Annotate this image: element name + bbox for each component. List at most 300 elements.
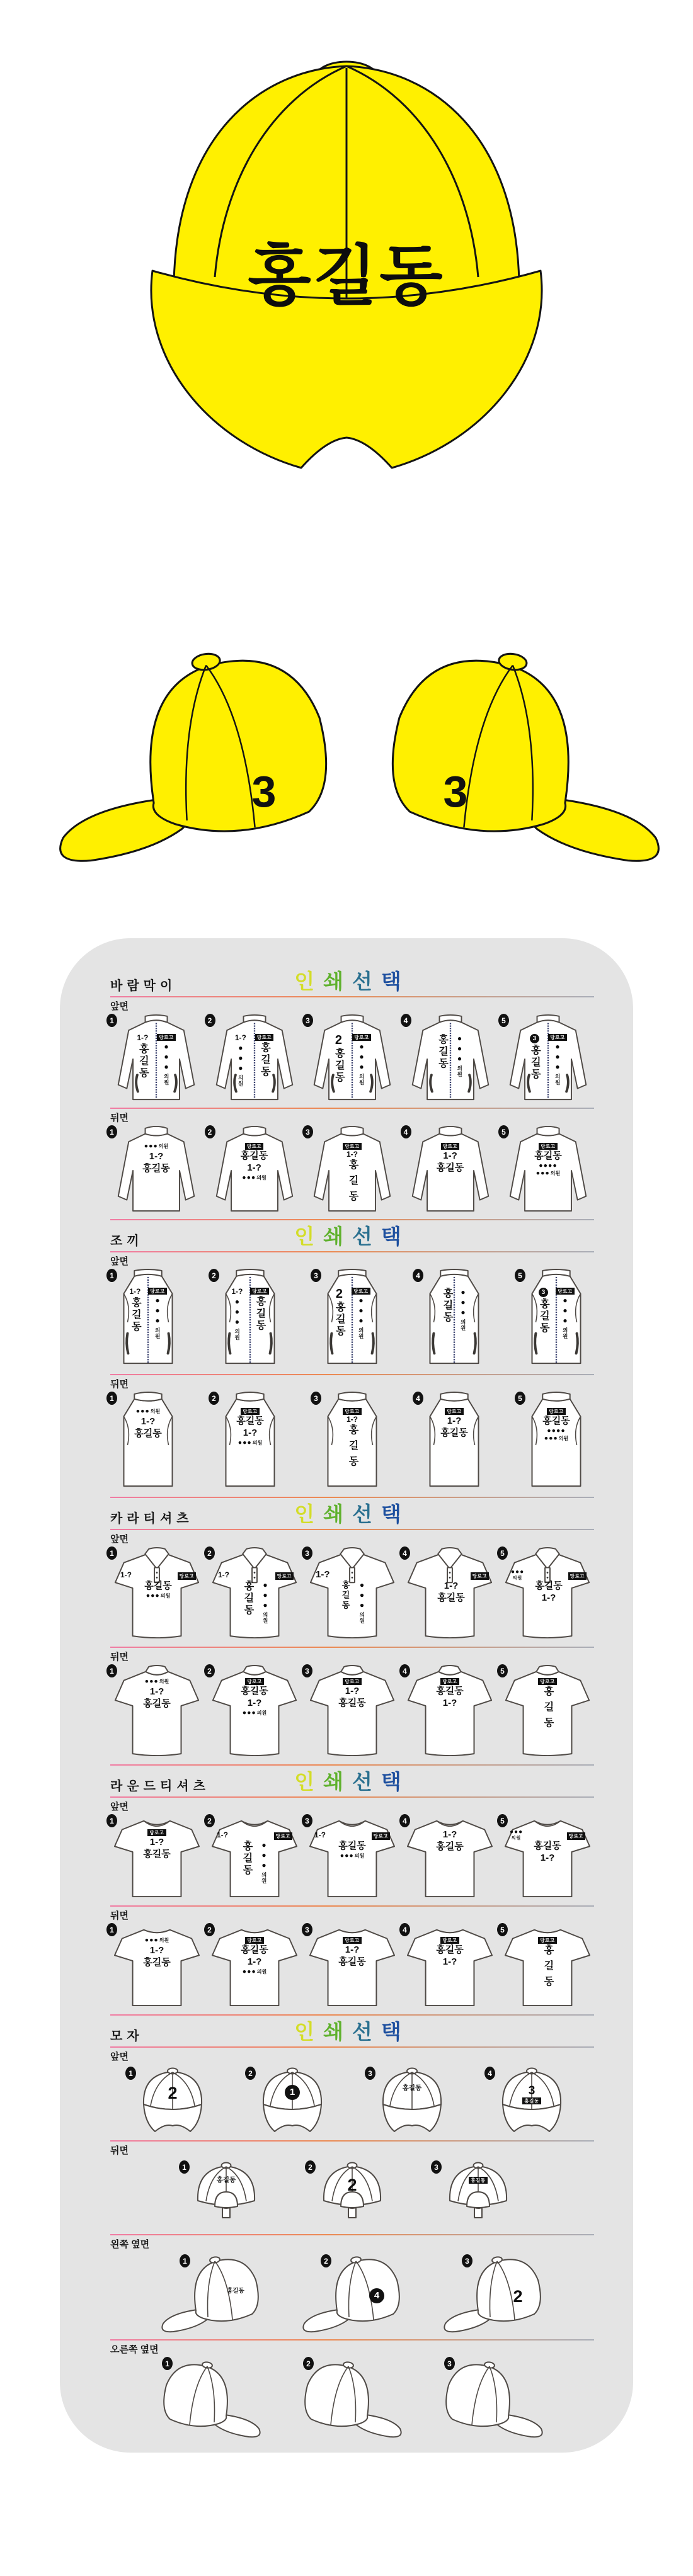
option-number-badge: 5 (498, 1014, 509, 1027)
print-vlg: 홍길동 (442, 1288, 452, 1324)
print-options-panel (60, 938, 633, 2453)
divider (110, 1905, 594, 1907)
print-area-right (148, 1288, 166, 1339)
hero-cap-front-preview (112, 55, 581, 499)
divider (110, 2046, 594, 2048)
print-md: 1-? (346, 1414, 358, 1424)
print-select-char: 인 (294, 1502, 324, 1526)
print-area-left (235, 1034, 246, 1087)
option-number-badge: 1 (106, 1664, 117, 1677)
round-tshirt-back-option[interactable] (110, 1923, 203, 2009)
print-vsm: 의원 (358, 1612, 365, 1624)
print-select-heading (110, 965, 594, 995)
option-number-badge: 1 (106, 1125, 117, 1138)
print-area-center (437, 1580, 464, 1604)
option-number-badge: 2 (204, 1814, 215, 1827)
print-vsm: 의원 (154, 1327, 161, 1339)
print-lg: 1-? (247, 1956, 262, 1967)
round-tshirt-back-option[interactable] (208, 1923, 301, 2009)
row-label-back: 뒤면 (110, 1379, 129, 1390)
print-badge: 당로고 (275, 1572, 294, 1580)
round-tshirt-front-option[interactable] (110, 1814, 203, 1900)
print-select-char: 인 (294, 1770, 324, 1793)
print-lg: 1-? (149, 1686, 164, 1697)
print-vxl: 홍길동 (542, 1685, 553, 1733)
windbreaker-back-option[interactable] (404, 1125, 496, 1213)
polo-shirt-front-option[interactable] (306, 1546, 399, 1641)
row-label-front: 앞면 (110, 1801, 129, 1812)
option-number-badge: 2 (204, 1923, 215, 1936)
print-circ: 3 (539, 1288, 548, 1297)
round-tshirt-back-option[interactable] (306, 1923, 399, 2009)
print-lg: 홍길동 (241, 1685, 268, 1696)
option-number-badge: 5 (497, 1664, 508, 1677)
row-label-front: 앞면 (110, 1534, 129, 1545)
print-vdots: ●●● (260, 1841, 268, 1871)
print-badge: 당로고 (147, 1829, 166, 1836)
print-lg: 홍길동 (134, 1427, 162, 1439)
print-badge: 당로고 (372, 1832, 390, 1840)
print-vlg: 홍길동 (255, 1295, 265, 1332)
print-dots: ●●●의원 (144, 1936, 169, 1944)
cap-front-option[interactable] (488, 2064, 569, 2135)
print-vsm: 의원 (234, 1329, 241, 1341)
option-number-badge: 4 (413, 1269, 423, 1282)
print-area-center (437, 1143, 464, 1174)
print-capnum: 2 (513, 2287, 523, 2306)
cap-right-side-option[interactable] (299, 2357, 405, 2439)
print-lg: 1-? (540, 1853, 555, 1863)
vest-back-drawing (110, 1392, 186, 1491)
print-select-heading (110, 2016, 594, 2045)
print-vsm: 의원 (262, 1612, 269, 1624)
polo-shirt-front-option[interactable] (501, 1546, 594, 1641)
print-select-char: 인 (294, 2020, 324, 2043)
windbreaker-front-option[interactable] (209, 1014, 301, 1102)
round-tshirt-front-option[interactable] (403, 1814, 496, 1900)
polo-shirt-front-option[interactable] (110, 1546, 203, 1641)
print-area-left (538, 1288, 548, 1339)
option-number-badge: 4 (399, 1664, 410, 1677)
option-row (110, 1814, 594, 1900)
windbreaker-back-option[interactable] (306, 1125, 398, 1213)
print-select-char: 선 (352, 1770, 381, 1793)
vest-front-option[interactable] (212, 1269, 288, 1368)
print-area-left (334, 1288, 344, 1339)
option-number-badge: 1 (106, 1014, 117, 1027)
print-lg: 홍길동 (338, 1841, 366, 1851)
print-area-right (260, 1841, 268, 1884)
print-badge: 당로고 (352, 1034, 370, 1041)
print-lg: 홍길동 (338, 1956, 366, 1967)
print-md: 1-? (217, 1830, 228, 1839)
print-lg: 1-? (140, 1416, 156, 1427)
row-label-left-side: 왼쪽 옆면 (110, 2239, 150, 2250)
print-lg: 1-? (442, 1829, 457, 1840)
print-vlg: 홍길동 (243, 1580, 253, 1616)
print-area-center (403, 2085, 421, 2092)
option-number-badge: 3 (302, 1923, 312, 1936)
print-lg: 홍길동 (338, 1697, 366, 1708)
print-md: 1-? (314, 1830, 326, 1839)
option-number-badge: 3 (311, 1392, 321, 1405)
print-dots: ●●●● (539, 1161, 558, 1169)
print-area-center (143, 1829, 170, 1860)
print-vlg: 홍길동 (259, 1041, 270, 1078)
print-capname-sm: 홍길동 (227, 2288, 244, 2295)
print-area-center (338, 1841, 365, 1860)
option-number-badge: 4 (399, 1546, 410, 1560)
print-area-left (137, 1034, 148, 1086)
print-area-center (347, 2177, 357, 2194)
print-dots: ●●●의원 (536, 1169, 561, 1177)
print-badge: 당로고 (343, 1143, 361, 1150)
print-md: 1-? (137, 1033, 149, 1042)
cap-left-side-option[interactable] (440, 2252, 546, 2334)
option-number-badge: 4 (399, 1814, 410, 1827)
print-vdots: ●●● (357, 1295, 365, 1326)
windbreaker-back-option[interactable] (502, 1125, 594, 1213)
section-vest (110, 1219, 594, 1491)
print-area-side (227, 2288, 244, 2295)
divider (110, 1796, 594, 1798)
print-circL: 1 (285, 2085, 300, 2100)
print-vlg: 홍길동 (334, 1302, 345, 1337)
print-badge: 당로고 (241, 1408, 259, 1415)
print-badge: 당로고 (343, 1408, 361, 1415)
option-number-badge: 5 (497, 1923, 508, 1936)
print-area-center (522, 2085, 541, 2104)
print-badge: 당로고 (440, 1937, 459, 1944)
print-area-left (341, 1580, 350, 1624)
print-dots2: ●●● 의원 (511, 1569, 525, 1580)
print-circ: 3 (530, 1034, 539, 1043)
print-vsm: 의원 (358, 1327, 365, 1339)
print-lgnum: 2 (335, 1287, 343, 1301)
vest-back-option[interactable] (314, 1392, 390, 1491)
print-vdots: ●●● (261, 1580, 270, 1611)
print-area-center (538, 1678, 556, 1733)
print-area-center (143, 1937, 170, 1968)
print-dots: ●●●● (547, 1426, 566, 1434)
print-vsm: 의원 (460, 1319, 467, 1331)
print-area-left (243, 1580, 253, 1624)
option-number-badge: 2 (205, 1125, 215, 1138)
print-area-center (436, 1937, 463, 1968)
print-badge: 당로고 (343, 1937, 361, 1944)
print-area-left (442, 1288, 452, 1331)
option-row (110, 2158, 594, 2228)
print-select-char: 선 (352, 970, 381, 993)
option-row (110, 2357, 594, 2439)
print-area-side (513, 2288, 522, 2305)
windbreaker-front-option[interactable] (502, 1014, 594, 1102)
print-md: 1-? (120, 1570, 132, 1579)
print-lg: 홍길동 (542, 1415, 570, 1426)
row-label-back: 뒤면 (110, 1113, 129, 1123)
print-badge: 당로고 (255, 1034, 273, 1041)
option-row (110, 1923, 594, 2009)
cap-front-option[interactable] (368, 2064, 449, 2135)
option-row (110, 1269, 594, 1368)
option-number-badge: 2 (245, 2067, 256, 2080)
print-badge: 당로고 (567, 1832, 585, 1840)
print-select-char: 택 (381, 970, 410, 993)
print-vsm: 의원 (456, 1065, 463, 1077)
print-badge: 당로고 (471, 1572, 489, 1580)
polo-shirt-back-option[interactable] (501, 1664, 594, 1759)
option-number-badge: 3 (302, 1546, 312, 1560)
print-badge: 당로고 (445, 1408, 463, 1415)
print-badge: 당로고 (352, 1288, 370, 1295)
option-number-badge: 3 (444, 2357, 455, 2370)
option-number-badge: 1 (106, 1814, 117, 1827)
print-badge: 당로고 (538, 1937, 556, 1944)
section-polo-shirt (110, 1497, 594, 1759)
print-lg: 홍길동 (143, 1698, 171, 1709)
option-row (110, 1125, 594, 1213)
option-number-badge: 4 (413, 1392, 423, 1405)
print-area-center (236, 1408, 263, 1446)
cap-front-option[interactable] (129, 2064, 210, 2135)
windbreaker-front-option[interactable] (404, 1014, 496, 1102)
print-select-char: 선 (352, 1225, 381, 1248)
print-vmd: 홍길동 (340, 1580, 350, 1611)
polo-shirt-back-option[interactable] (403, 1664, 496, 1759)
option-number-badge: 2 (303, 2357, 314, 2370)
print-badge: 홍길동 (522, 2097, 541, 2104)
round-tshirt-front-option[interactable] (501, 1814, 594, 1900)
print-area-center (538, 1937, 556, 1992)
print-vxl: 홍길동 (542, 1944, 553, 1992)
print-vlg: 홍길동 (529, 1045, 541, 1081)
print-area-right (157, 1034, 175, 1086)
print-md: 1-? (218, 1570, 229, 1579)
option-number-badge: 2 (205, 1014, 215, 1027)
option-number-badge: 5 (497, 1814, 508, 1827)
section-title: 모자 (110, 2029, 144, 2043)
print-lg: 1-? (243, 1427, 258, 1438)
windbreaker-front-option[interactable] (306, 1014, 398, 1102)
print-vsm: 의원 (554, 1073, 561, 1086)
print-select-char: 선 (352, 1502, 381, 1526)
print-vdots: ●●● (232, 1297, 242, 1328)
round-tshirt-front-option[interactable] (306, 1814, 399, 1900)
cap-back-option[interactable] (182, 2158, 263, 2228)
row-label-right-side: 오른쪽 옆면 (110, 2344, 159, 2355)
print-badge: 당로고 (250, 1288, 268, 1295)
print-area-left (437, 1034, 447, 1077)
print-select-heading (110, 1766, 594, 1795)
print-lg: 1-? (345, 1685, 360, 1696)
print-select-char: 택 (381, 1502, 410, 1526)
divider (110, 1108, 594, 1109)
cap-back-drawing (189, 2158, 263, 2228)
print-md: 1-? (129, 1287, 141, 1296)
print-vlg: 홍길동 (538, 1298, 549, 1334)
print-lg: 1-? (149, 1836, 164, 1847)
print-area-right (548, 1034, 566, 1086)
option-number-badge: 5 (498, 1125, 509, 1138)
polo-shirt-back-option[interactable] (208, 1664, 301, 1759)
option-number-badge: 4 (401, 1014, 411, 1027)
print-area-center (144, 1580, 171, 1600)
option-number-badge: 3 (302, 1814, 312, 1827)
print-lg: 홍길동 (534, 1150, 562, 1161)
print-dots: ●●●의원 (242, 1708, 267, 1716)
vest-front-option[interactable] (314, 1269, 390, 1368)
cap-back-drawing (441, 2158, 515, 2228)
print-area-center (542, 1408, 570, 1443)
print-lg: 1-? (316, 1569, 330, 1580)
vest-back-option[interactable] (518, 1392, 594, 1491)
print-lg: 1-? (345, 1944, 360, 1955)
windbreaker-front-option[interactable] (110, 1014, 202, 1102)
print-vsm: 의원 (163, 1073, 170, 1086)
print-circL: 4 (369, 2288, 384, 2303)
print-area-center (217, 2177, 236, 2184)
print-badge: 당로고 (556, 1288, 574, 1295)
print-vsm: 의원 (261, 1872, 268, 1884)
print-lg: 1-? (149, 1944, 164, 1956)
print-vdots: ●●● (561, 1295, 570, 1326)
vest-back-option[interactable] (416, 1392, 492, 1491)
print-area-center (440, 1408, 467, 1439)
cap-right-side-option[interactable] (158, 2357, 264, 2439)
option-number-badge: 5 (515, 1392, 525, 1405)
print-vsm: 의원 (562, 1327, 569, 1339)
print-area-side (369, 2288, 384, 2303)
print-capnum: 2 (168, 2084, 178, 2102)
print-lg: 1-? (442, 1956, 457, 1967)
divider (110, 1251, 594, 1252)
yellow-cap-front-drawing (112, 55, 581, 499)
side-cap-right-preview (377, 639, 670, 866)
divider (110, 2234, 594, 2235)
print-vdots: ●●● (459, 1288, 467, 1318)
cap-back-option[interactable] (308, 2158, 389, 2228)
side-cap-left-preview (49, 639, 342, 866)
print-lg: 홍길동 (436, 1944, 464, 1955)
print-area-left (529, 1034, 539, 1086)
row-label-back: 뒤면 (110, 2145, 129, 2156)
print-area-center (134, 1408, 161, 1439)
side-cap-right-number: 3 (443, 767, 468, 816)
option-number-badge: 3 (302, 1125, 313, 1138)
print-select-char: 인 (294, 1225, 324, 1248)
option-number-badge: 2 (204, 1664, 215, 1677)
print-lg: 홍길동 (241, 1944, 268, 1955)
side-cap-left-number: 3 (251, 767, 277, 816)
option-number-badge: 4 (484, 2067, 495, 2080)
print-select-char: 택 (381, 1770, 410, 1793)
vest-back-option[interactable] (110, 1392, 186, 1491)
print-area-right (261, 1580, 269, 1624)
polo-shirt-back-option[interactable] (110, 1664, 203, 1759)
cap-right-side-option[interactable] (440, 2357, 546, 2439)
round-tshirt-front-option[interactable] (208, 1814, 301, 1900)
cap-left-side-option[interactable] (158, 2252, 264, 2334)
vest-front-option[interactable] (416, 1269, 492, 1368)
divider (110, 1374, 594, 1375)
print-vdots: ●●● (162, 1041, 171, 1072)
polo-shirt-back-option[interactable] (306, 1664, 399, 1759)
print-dots: ●●●의원 (242, 1173, 266, 1181)
print-vdots: ●●● (553, 1041, 562, 1072)
print-capnum-sm: 3 (528, 2084, 536, 2097)
print-vdots: ●●● (357, 1041, 366, 1072)
round-tshirt-back-option[interactable] (501, 1923, 594, 2009)
print-select-char: 선 (352, 2020, 381, 2043)
print-area-center (534, 1143, 561, 1177)
option-row (110, 1546, 594, 1641)
print-md: 1-? (231, 1287, 243, 1296)
section-windbreaker (110, 967, 594, 1213)
print-vxl: 홍길동 (347, 1159, 358, 1206)
option-number-badge: 1 (106, 1546, 117, 1560)
vest-front-option[interactable] (110, 1269, 186, 1368)
section-title: 바람막이 (110, 979, 177, 993)
print-area-right (250, 1288, 268, 1341)
print-select-heading (110, 1220, 594, 1250)
option-number-badge: 5 (515, 1269, 525, 1282)
print-vdots: ●●● (153, 1295, 162, 1326)
vest-back-option[interactable] (212, 1392, 288, 1491)
polo-shirt-front-option[interactable] (208, 1546, 301, 1641)
cap-left-side-option[interactable] (299, 2252, 405, 2334)
cap-back-option[interactable] (434, 2158, 515, 2228)
option-row (110, 2252, 594, 2334)
print-lg: 1-? (447, 1415, 462, 1426)
print-vdots: ●●● (357, 1580, 367, 1611)
print-vsm: 의원 (358, 1073, 365, 1086)
option-number-badge: 2 (209, 1269, 219, 1282)
print-area-center (241, 1937, 268, 1975)
print-lgnum: 2 (335, 1033, 342, 1047)
print-md: 1-? (346, 1149, 358, 1159)
print-lg: 1-? (149, 1150, 164, 1162)
print-lg: 홍길동 (143, 1956, 171, 1968)
print-area-right (352, 1288, 370, 1339)
print-badge: 당로고 (274, 1832, 292, 1840)
round-tshirt-back-option[interactable] (403, 1923, 496, 2009)
option-number-badge: 4 (399, 1923, 410, 1936)
print-lg: 홍길동 (436, 1841, 464, 1852)
cap-front-option[interactable] (248, 2064, 329, 2135)
print-select-char: 택 (381, 2020, 410, 2043)
print-lg: 홍길동 (440, 1427, 468, 1438)
print-badge: 당로고 (148, 1288, 166, 1295)
print-select-char: 쇄 (323, 2020, 352, 2043)
print-area-center (168, 2085, 177, 2102)
print-area-left (241, 1841, 251, 1884)
print-area-left (129, 1288, 140, 1339)
print-area-center (343, 1143, 361, 1206)
windbreaker-back-option[interactable] (209, 1125, 301, 1213)
cap-side-drawing (440, 2357, 546, 2439)
polo-shirt-front-option[interactable] (403, 1546, 496, 1641)
print-vxl: 홍길동 (347, 1424, 358, 1472)
print-lg: 홍길동 (437, 1592, 465, 1603)
cap-side-drawing (158, 2357, 264, 2439)
print-badge: 당로고 (157, 1034, 175, 1041)
windbreaker-back-option[interactable] (110, 1125, 202, 1213)
row-label-back: 뒤면 (110, 1910, 129, 1921)
print-lg: 홍길동 (142, 1162, 170, 1174)
print-badge: 당로고 (245, 1937, 263, 1944)
vest-front-option[interactable] (518, 1269, 594, 1368)
section-title: 카라티셔츠 (110, 1512, 193, 1526)
